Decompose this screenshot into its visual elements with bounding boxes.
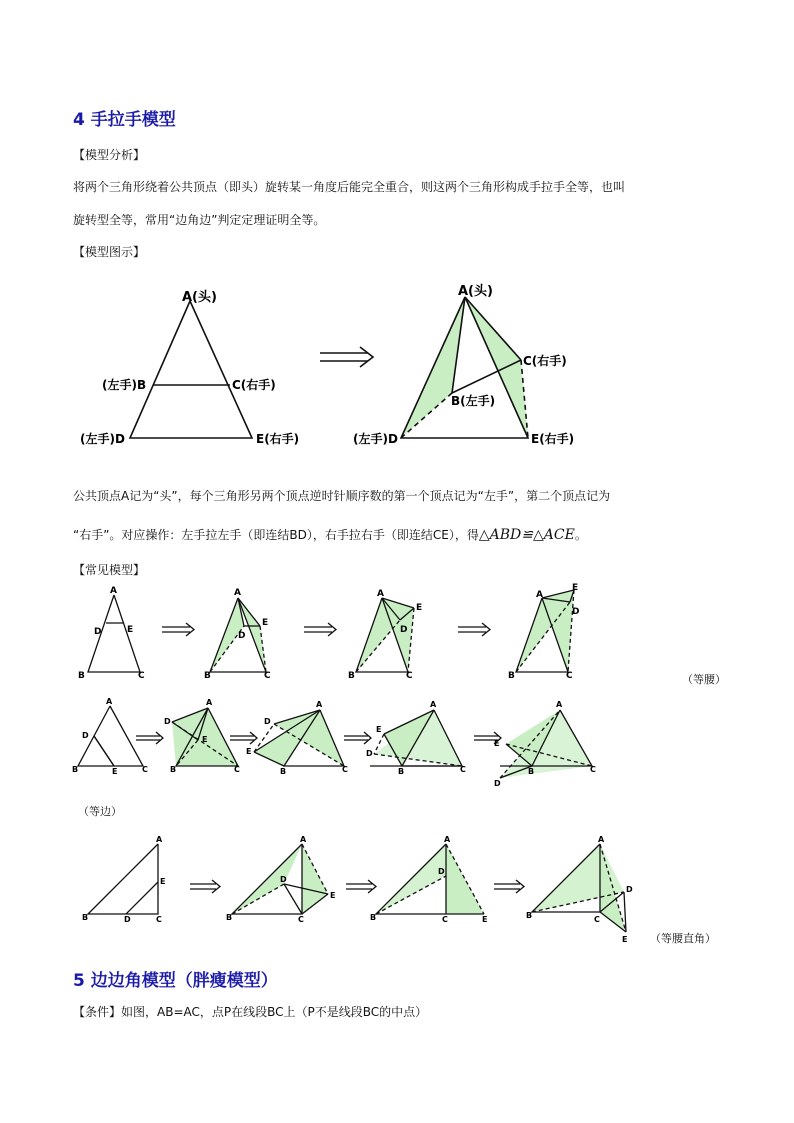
arrow-3 — [458, 623, 490, 636]
eq3-e: E — [246, 747, 252, 756]
eq3-a: A — [316, 700, 323, 709]
right-label-a: A(头) — [458, 284, 493, 299]
eq4-d: D — [366, 749, 373, 758]
iso2-e: E — [262, 618, 269, 628]
eq2-d: D — [164, 717, 171, 726]
ri3-e: E — [482, 915, 488, 924]
iso3-e: E — [416, 603, 423, 613]
explain-line-2 — [73, 526, 587, 543]
iso1-c: C — [138, 671, 145, 680]
ri2-b: B — [226, 913, 233, 922]
section-4-title: 4 手拉手模型 — [73, 110, 176, 130]
iso4-a: A — [536, 590, 543, 600]
eq1-e: E — [112, 767, 118, 776]
ri3-a: A — [444, 835, 451, 844]
iso2-b: B — [204, 671, 211, 680]
iso3-a: A — [377, 589, 384, 599]
right-label-c: C(右手) — [523, 354, 567, 368]
ri1-b: B — [82, 913, 89, 922]
isosceles-models-row — [70, 580, 610, 680]
eq-arrow-2 — [230, 732, 257, 744]
eq2-a: A — [206, 698, 213, 707]
left-triangle — [130, 301, 252, 438]
ri4-a: A — [598, 835, 605, 844]
analysis-heading: 【模型分析】 — [73, 148, 146, 162]
eq1-b: B — [72, 765, 79, 774]
ri4-e: E — [622, 935, 628, 944]
eq2-b: B — [170, 765, 177, 774]
iso4-e: E — [572, 583, 579, 593]
caption-right-isosceles: （等腰直角） — [650, 932, 716, 945]
ri3-b: B — [370, 913, 377, 922]
eq4-b: B — [398, 767, 405, 776]
eq1-d: D — [82, 731, 89, 740]
iso3-d: D — [400, 625, 408, 635]
section-5-title: 5 边边角模型（胖瘦模型） — [73, 971, 278, 991]
iso1-e: E — [127, 625, 134, 635]
iso2-a: A — [234, 588, 241, 598]
ri4-c: C — [594, 915, 600, 924]
eq3-d: D — [264, 717, 271, 726]
eq-arrow-1 — [136, 732, 163, 744]
eq1-c: C — [142, 765, 148, 774]
ri2-d: D — [280, 875, 287, 884]
eq4-c: C — [460, 765, 466, 774]
hand-in-hand-main-figure — [70, 275, 610, 455]
eq3-c: C — [342, 765, 348, 774]
caption-isosceles: （等腰） — [682, 673, 726, 686]
implies-arrow — [320, 347, 373, 367]
congruence-formula: △ABD≌△ACE — [478, 527, 575, 543]
eq3-b: B — [280, 767, 287, 776]
eq2-e: E — [202, 735, 208, 744]
iso2-c: C — [264, 671, 271, 680]
analysis-line-2: 旋转型全等，常用“边角边”判定定理证明全等。 — [73, 213, 326, 227]
equilateral-models-row — [70, 694, 610, 789]
left-label-b: (左手)B — [102, 378, 147, 392]
ri-arrow-2 — [346, 880, 376, 893]
eq4-a: A — [430, 700, 437, 709]
right-label-d: (左手)D — [353, 432, 398, 446]
left-label-e: E(右手) — [256, 432, 300, 446]
iso3-b: B — [348, 671, 355, 680]
eq4-e: E — [376, 725, 382, 734]
iso1-d: D — [94, 627, 102, 637]
iso4-b: B — [508, 671, 515, 680]
left-label-d: (左手)D — [80, 432, 125, 446]
caption-equilateral: （等边） — [78, 805, 122, 818]
explain-line-1: 公共顶点A记为“头”，每个三角形另两个顶点逆时针顺序数的第一个顶点记为“左手”，第二个顶点记为 — [73, 489, 611, 503]
explain-line-2-text: “右手”。对应操作：左手拉左手（即连结BD），右手拉右手（即连结CE），得 — [73, 528, 479, 542]
ri3-c: C — [442, 915, 448, 924]
eq5-c: C — [590, 765, 596, 774]
section-5-condition: 【条件】如图，AB=AC，点P在线段BC上（P不是线段BC的中点） — [73, 1005, 428, 1019]
iso1-a: A — [110, 586, 117, 596]
right-isosceles-models-row — [70, 832, 650, 944]
eq5-d: D — [494, 779, 501, 788]
ri1-d: D — [124, 915, 131, 924]
eq5-e: E — [494, 739, 500, 748]
ri4-b: B — [526, 911, 533, 920]
left-label-a: A(头) — [182, 290, 217, 305]
explain-period: 。 — [574, 528, 587, 542]
iso4-c: C — [566, 671, 573, 680]
analysis-line-1: 将两个三角形绕着公共顶点（即头）旋转某一角度后能完全重合，则这两个三角形构成手拉手全等，也叫 — [73, 180, 626, 194]
ri1-c: C — [156, 915, 162, 924]
eq5-a: A — [556, 700, 563, 709]
eq5-b: B — [528, 767, 535, 776]
iso1-b: B — [78, 671, 85, 680]
right-label-e: E(右手) — [531, 432, 575, 446]
right-figure — [401, 297, 528, 438]
ri1-e: E — [160, 877, 166, 886]
right-label-b: B(左手) — [451, 394, 496, 408]
ri-arrow-1 — [190, 880, 220, 893]
ri2-c: C — [298, 915, 304, 924]
common-models-heading: 【常见模型】 — [73, 563, 146, 577]
ri3-d: D — [438, 867, 445, 876]
arrow-1 — [162, 623, 194, 636]
eq2-c: C — [234, 765, 240, 774]
iso2-d: D — [238, 631, 246, 641]
eq-arrow-3 — [344, 732, 371, 744]
iso4-d: D — [572, 607, 580, 617]
ri4-d: D — [626, 885, 633, 894]
left-label-c: C(右手) — [232, 378, 276, 392]
ri1-a: A — [156, 835, 163, 844]
ri2-a: A — [300, 835, 307, 844]
eq1-a: A — [106, 697, 113, 706]
figure-heading: 【模型图示】 — [73, 245, 146, 259]
ri-arrow-3 — [494, 880, 524, 893]
ri2-e: E — [330, 891, 336, 900]
iso3-c: C — [406, 671, 413, 680]
arrow-2 — [304, 623, 336, 636]
